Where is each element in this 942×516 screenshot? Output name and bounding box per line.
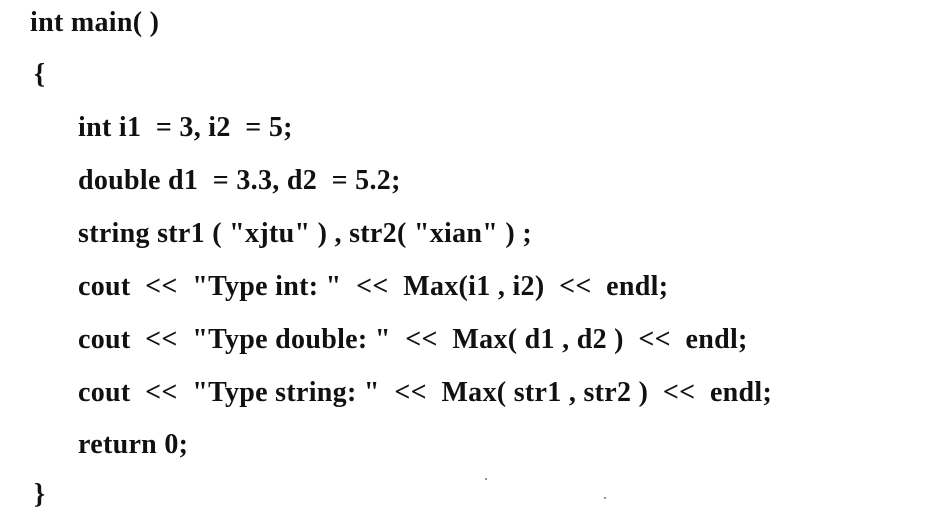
code-line-string-declaration: string str1 ( "xjtu" ) , str2( "xian" ) ; (78, 218, 532, 249)
code-line-close-brace: } (34, 479, 46, 510)
scan-speck (604, 497, 606, 499)
code-line-int-declaration: int i1 = 3, i2 = 5; (78, 112, 293, 143)
code-line-cout-string: cout << "Type string: " << Max( str1 , str2 ) << endl; (78, 377, 773, 408)
code-line-cout-int: cout << "Type int: " << Max(i1 , i2) << endl; (78, 271, 669, 302)
code-line-double-declaration: double d1 = 3.3, d2 = 5.2; (78, 165, 401, 196)
code-line-main-signature: int main( ) (30, 7, 160, 38)
code-line-open-brace: { (34, 59, 46, 90)
code-line-return: return 0; (78, 429, 189, 460)
scan-speck (485, 478, 487, 480)
code-line-cout-double: cout << "Type double: " << Max( d1 , d2 ) << endl; (78, 324, 748, 355)
